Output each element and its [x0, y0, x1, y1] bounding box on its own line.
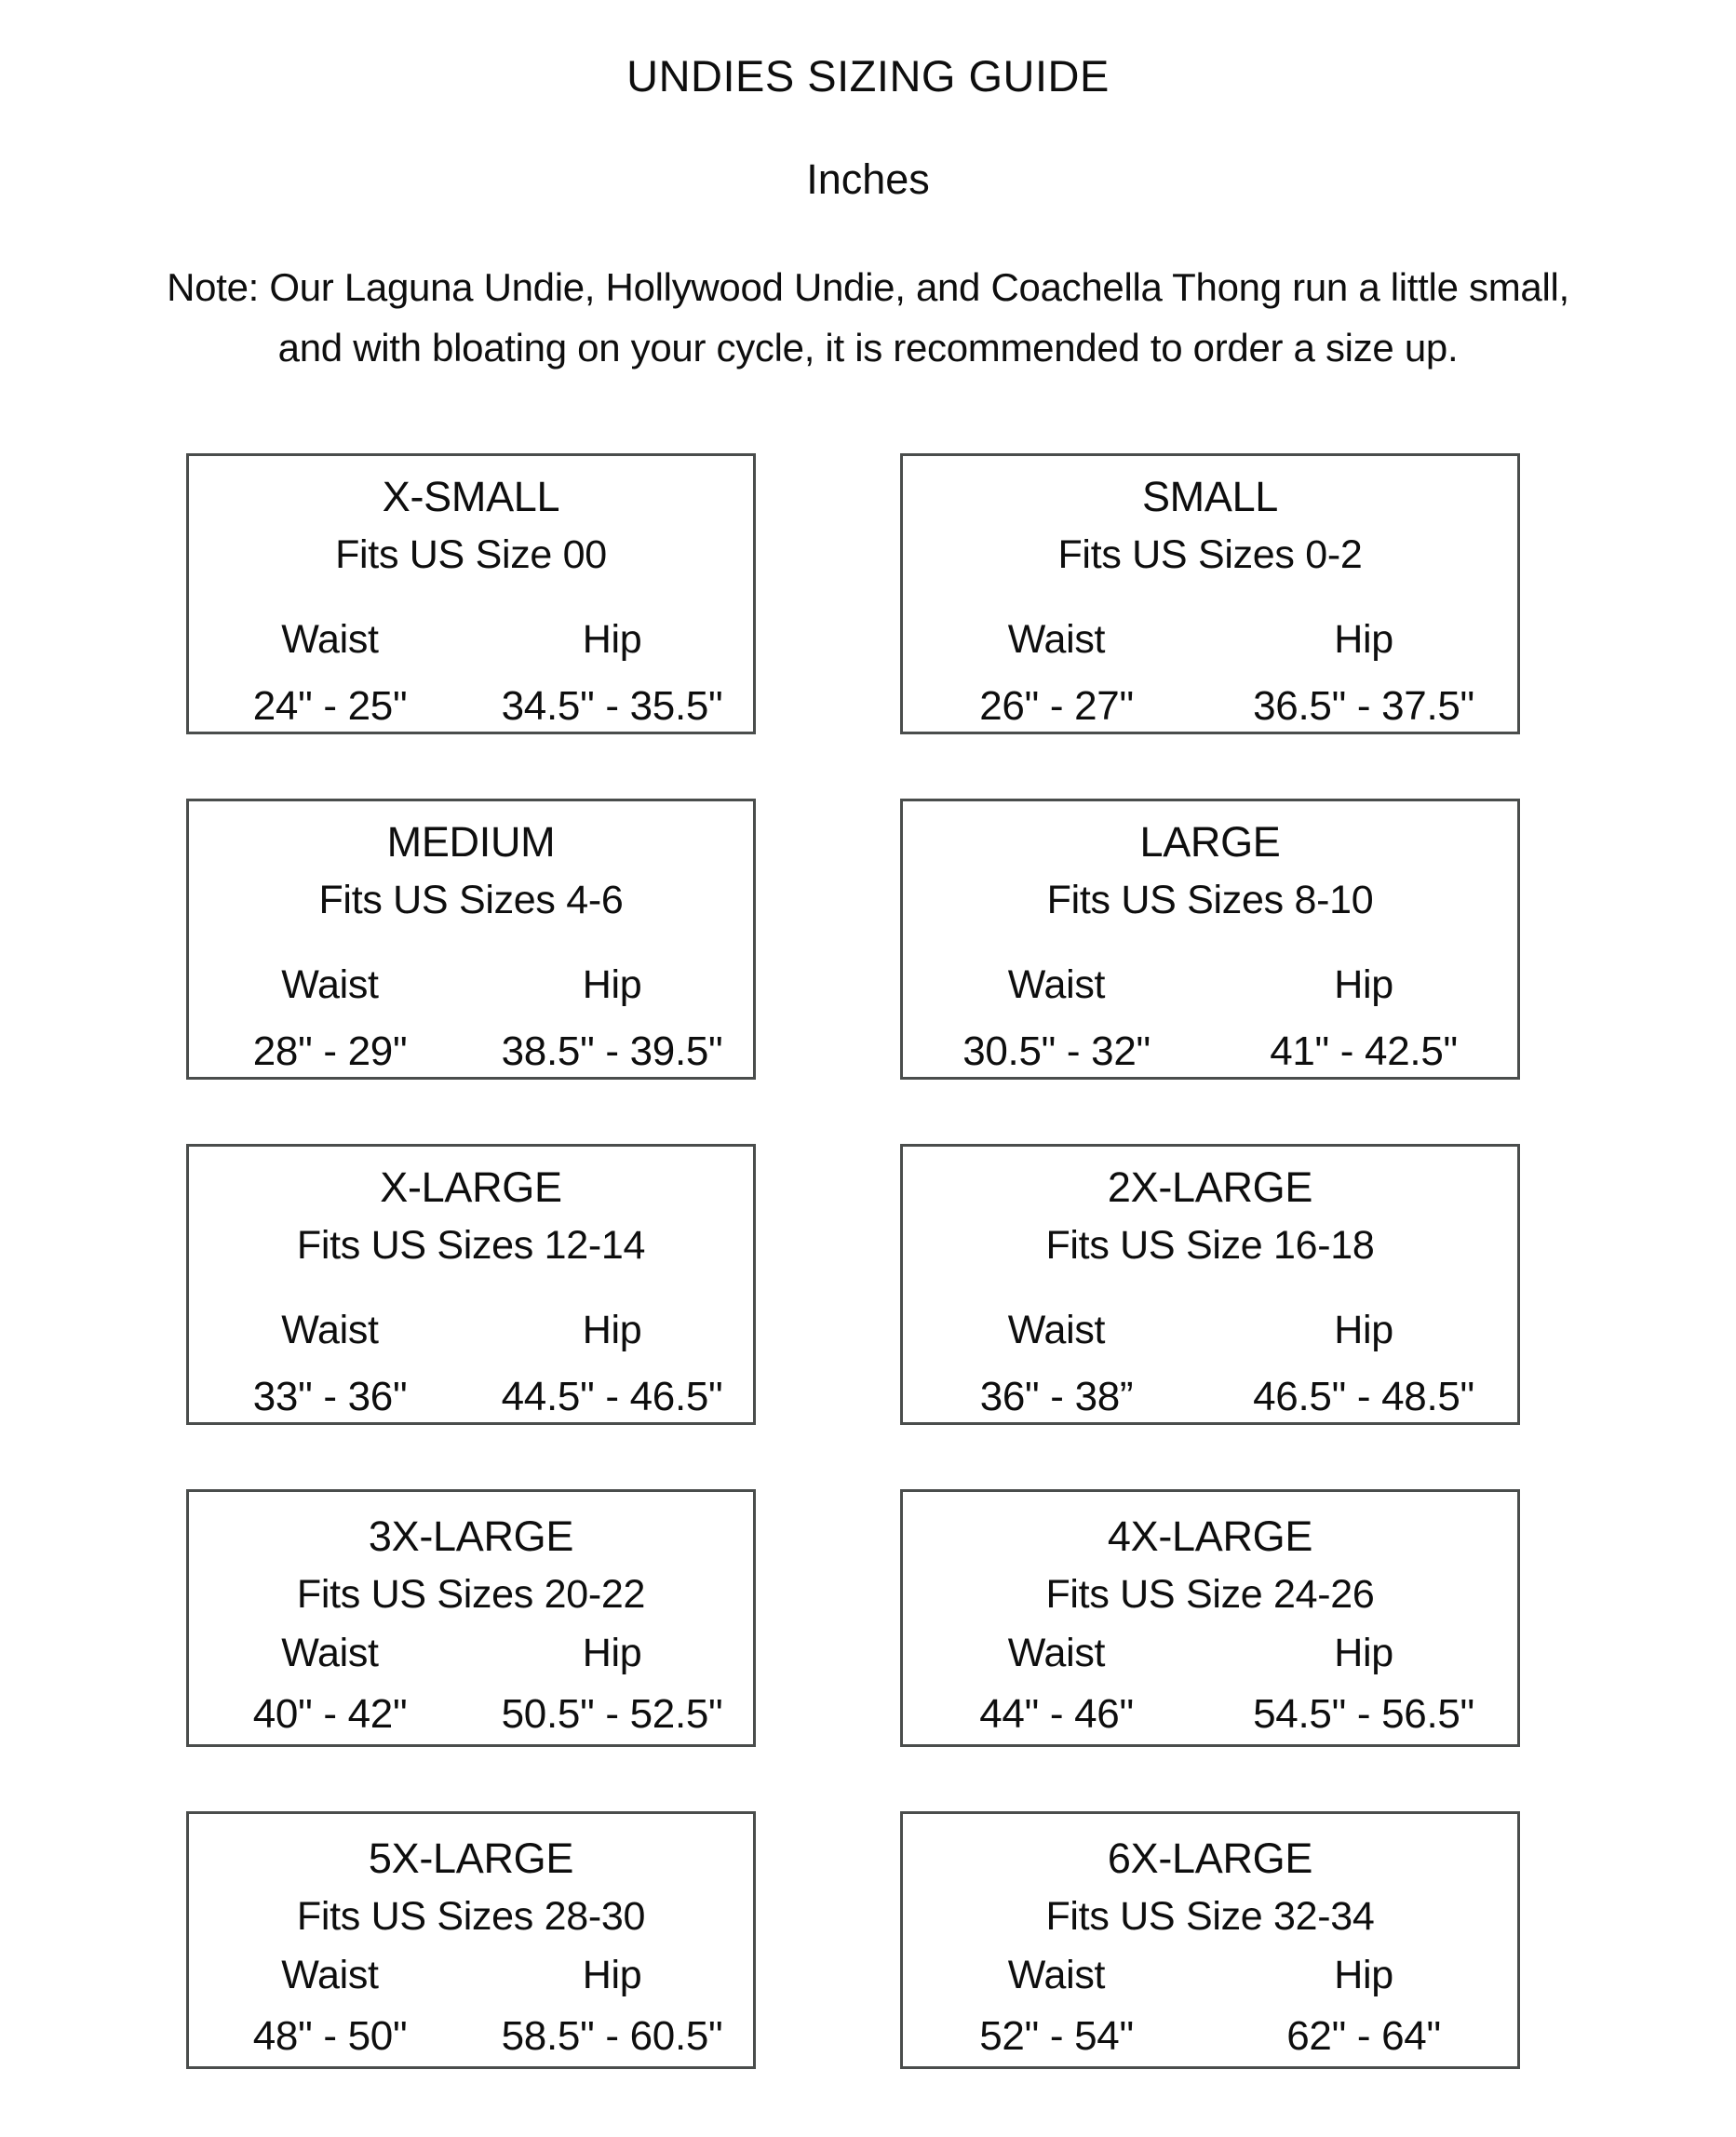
size-name: SMALL [1141, 473, 1279, 520]
waist-header: Waist [281, 1631, 379, 1675]
size-card-small [900, 453, 1520, 734]
waist-header: Waist [1007, 1308, 1106, 1352]
hip-header: Hip [582, 962, 642, 1007]
size-card-large [900, 799, 1520, 1080]
units-subtitle: Inches [806, 155, 930, 203]
fits-label: Fits US Size 00 [335, 532, 607, 577]
size-name: 6X-LARGE [1107, 1835, 1313, 1882]
hip-range: 58.5" - 60.5" [501, 2013, 723, 2059]
hip-header: Hip [1334, 1953, 1393, 1997]
waist-range: 36" - 38” [979, 1374, 1134, 1419]
hip-range: 62" - 64" [1286, 2013, 1441, 2059]
size-name: 4X-LARGE [1107, 1512, 1313, 1560]
size-name: LARGE [1139, 818, 1281, 866]
waist-range: 33" - 36" [252, 1374, 408, 1419]
size-grid [186, 453, 1520, 2069]
fits-label: Fits US Sizes 20-22 [296, 1572, 646, 1617]
waist-range: 40" - 42" [252, 1691, 408, 1737]
size-card-4x-large [900, 1489, 1520, 1747]
hip-header: Hip [582, 1953, 642, 1997]
waist-range: 28" - 29" [252, 1028, 408, 1074]
hip-range: 44.5" - 46.5" [501, 1374, 723, 1419]
hip-range: 34.5" - 35.5" [501, 683, 723, 729]
sizing-note-line-1: Note: Our Laguna Undie, Hollywood Undie, and Coachella Thong run a little small, [167, 265, 1569, 309]
fits-label: Fits US Sizes 0-2 [1057, 532, 1363, 577]
fits-label: Fits US Size 24-26 [1045, 1572, 1375, 1617]
hip-header: Hip [1334, 962, 1393, 1007]
waist-header: Waist [281, 962, 379, 1007]
size-card-6x-large [900, 1811, 1520, 2069]
hip-range: 46.5" - 48.5" [1253, 1374, 1474, 1419]
waist-range: 26" - 27" [979, 683, 1134, 729]
waist-range: 44" - 46" [979, 1691, 1134, 1737]
size-card-medium [186, 799, 756, 1080]
hip-range: 38.5" - 39.5" [501, 1028, 723, 1074]
hip-header: Hip [582, 1308, 642, 1352]
size-name: 5X-LARGE [368, 1835, 574, 1882]
fits-label: Fits US Size 16-18 [1045, 1223, 1375, 1268]
fits-label: Fits US Sizes 12-14 [296, 1223, 646, 1268]
hip-range: 50.5" - 52.5" [501, 1691, 723, 1737]
waist-header: Waist [281, 1953, 379, 1997]
size-name: MEDIUM [386, 818, 556, 866]
hip-header: Hip [582, 1631, 642, 1675]
size-card-x-small [186, 453, 756, 734]
hip-range: 54.5" - 56.5" [1253, 1691, 1474, 1737]
hip-header: Hip [1334, 617, 1393, 662]
fits-label: Fits US Sizes 4-6 [318, 878, 624, 922]
waist-header: Waist [281, 617, 379, 662]
page-title: UNDIES SIZING GUIDE [626, 51, 1110, 101]
hip-header: Hip [1334, 1308, 1393, 1352]
size-name: 2X-LARGE [1107, 1163, 1313, 1211]
waist-range: 30.5" - 32" [962, 1028, 1151, 1074]
fits-label: Fits US Sizes 8-10 [1046, 878, 1374, 922]
size-card-3x-large [186, 1489, 756, 1747]
size-name: X-SMALL [382, 473, 560, 520]
sizing-note [0, 257, 1736, 378]
hip-range: 36.5" - 37.5" [1253, 683, 1474, 729]
size-card-x-large [186, 1144, 756, 1425]
fits-label: Fits US Size 32-34 [1045, 1894, 1375, 1939]
waist-header: Waist [281, 1308, 379, 1352]
waist-range: 48" - 50" [252, 2013, 408, 2059]
waist-header: Waist [1007, 1631, 1106, 1675]
hip-header: Hip [582, 617, 642, 662]
size-card-2x-large [900, 1144, 1520, 1425]
waist-header: Waist [1007, 962, 1106, 1007]
waist-range: 24" - 25" [252, 683, 408, 729]
waist-range: 52" - 54" [979, 2013, 1134, 2059]
size-name: X-LARGE [380, 1163, 562, 1211]
size-name: 3X-LARGE [368, 1512, 574, 1560]
size-card-5x-large [186, 1811, 756, 2069]
waist-header: Waist [1007, 617, 1106, 662]
hip-range: 41" - 42.5" [1270, 1028, 1458, 1074]
waist-header: Waist [1007, 1953, 1106, 1997]
hip-header: Hip [1334, 1631, 1393, 1675]
sizing-note-line-2: and with bloating on your cycle, it is recommended to order a size up. [277, 326, 1459, 370]
fits-label: Fits US Sizes 28-30 [296, 1894, 646, 1939]
